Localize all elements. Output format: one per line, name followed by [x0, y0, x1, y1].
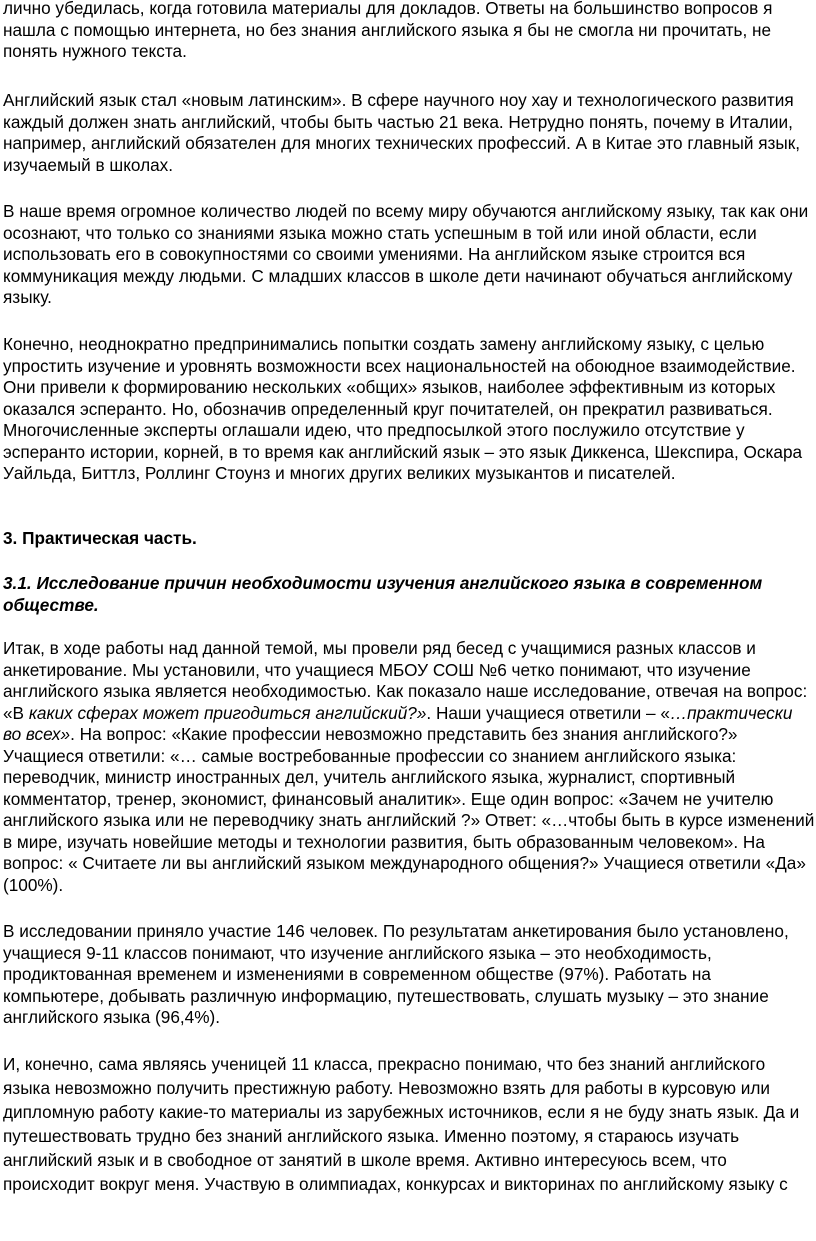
paragraph-world: В наше время огромное количество людей по всему миру обучаются английскому языку, так как они осознают, что только со знаниями языка можно стать успешным в той или иной области, если использовать его в совокупностями со своими умениями. На английском языке строится вся коммуникация между людьми. С младших классов в школе дети начинают обучаться английскому языку.: [3, 201, 809, 307]
paragraph-intro: лично убедилась, когда готовила материалы для докладов. Ответы на большинство вопросов я нашла с помощью интернета, но без знания английского языка я бы не смогла ни прочитать, не понять нужного текста.: [3, 0, 773, 61]
paragraph-results: В исследовании приняло участие 146 человек. По результатам анкетирования было установлено, учащиеся 9-11 классов понимают, что изучение английского языка – это необходимость, продиктованная временем и изменениями в современном обществе (97%). Работать на компьютере, добывать различную информацию, путешествовать, слушать музыку – это знание английского языка (96,4%).: [3, 921, 789, 1027]
survey-text-1: Итак, в ходе работы над данной темой, мы провели ряд бесед с учащимися разных классов и анкетирование. Мы установили, что учащиеся МБОУ СОШ №6 четко понимают, что изучение английского языка является необходимостью. Как показало наше исследование, отвечая на вопрос: «В: [3, 638, 808, 723]
survey-answer-italic: …практически во всех»: [3, 702, 793, 744]
survey-question-italic: каких сферах может пригодиться английский?»: [28, 702, 427, 723]
subsection-heading-research: 3.1. Исследование причин необходимости изучения английского языка в современном обществе.: [3, 573, 763, 615]
paragraph-personal: И, конечно, сама являясь ученицей 11 класса, прекрасно понимаю, что без знаний английского языка невозможно получить престижную работу. Невозможно взять для работы в курсовую или дипломную работу какие-то материалы из зарубежных источников, если я не буду знать язык. Да и путешествовать трудно без знаний английского языка. Именно поэтому, я стараюсь изучать английский язык и в свободное от занятий в школе время. Активно интересуюсь всем, что происходит вокруг меня. Участвую в олимпиадах, конкурсах и викторинах по английскому языку с: [3, 1054, 800, 1194]
survey-text-2: . Наши учащиеся ответили – «: [426, 702, 670, 723]
paragraph-latin: Английский язык стал «новым латинским». В сфере научного ноу хау и технологического развития каждый должен знать английский, чтобы быть частью 21 века. Нетрудно понять, почему в Италии, например, английский обязателен для многих технических профессий. А в Китае это главный язык, изучаемый в школах.: [3, 90, 801, 175]
paragraph-survey: [3, 638, 815, 896]
paragraph-esperanto: Конечно, неоднократно предпринимались попытки создать замену английскому языку, с целью упростить изучение и уровнять возможности всех национальностей на обоюдное взаимодействие. Они привели к формированию нескольких «общих» языков, наиболее эффективным из которых оказался эсперанто. Но, обозначив определенный круг почитателей, он прекратил развиваться. Многочисленные эксперты оглашали идею, что предпосылкой этого послужило отсутствие у эсперанто истории, корней, в то время как английский язык – это язык Диккенса, Шекспира, Оскара Уайльда, Биттлз, Роллинг Стоунз и многих других великих музыкантов и писателей.: [3, 334, 803, 483]
survey-text-3: . На вопрос: «Какие профессии невозможно представить без знания английского?» Учащиеся ответили: «… самые востребованные профессии со знанием английского языка: переводчик, министр иностранных дел, учитель английского языка, журналист, спортивный комментатор, тренер, экономист, финансовый аналитик». Еще один вопрос: «Зачем не учителю английского языка или не переводчику знать английский ?» Ответ: «…чтобы быть в курсе изменений в мире, изучать новейшие методы и технологии развития, быть образованным человеком». На вопрос: « Считаете ли вы английский языком международного общения?» Учащиеся ответили «Да» (100%).: [3, 724, 815, 895]
section-heading-practical: 3. Практическая часть.: [3, 528, 197, 548]
